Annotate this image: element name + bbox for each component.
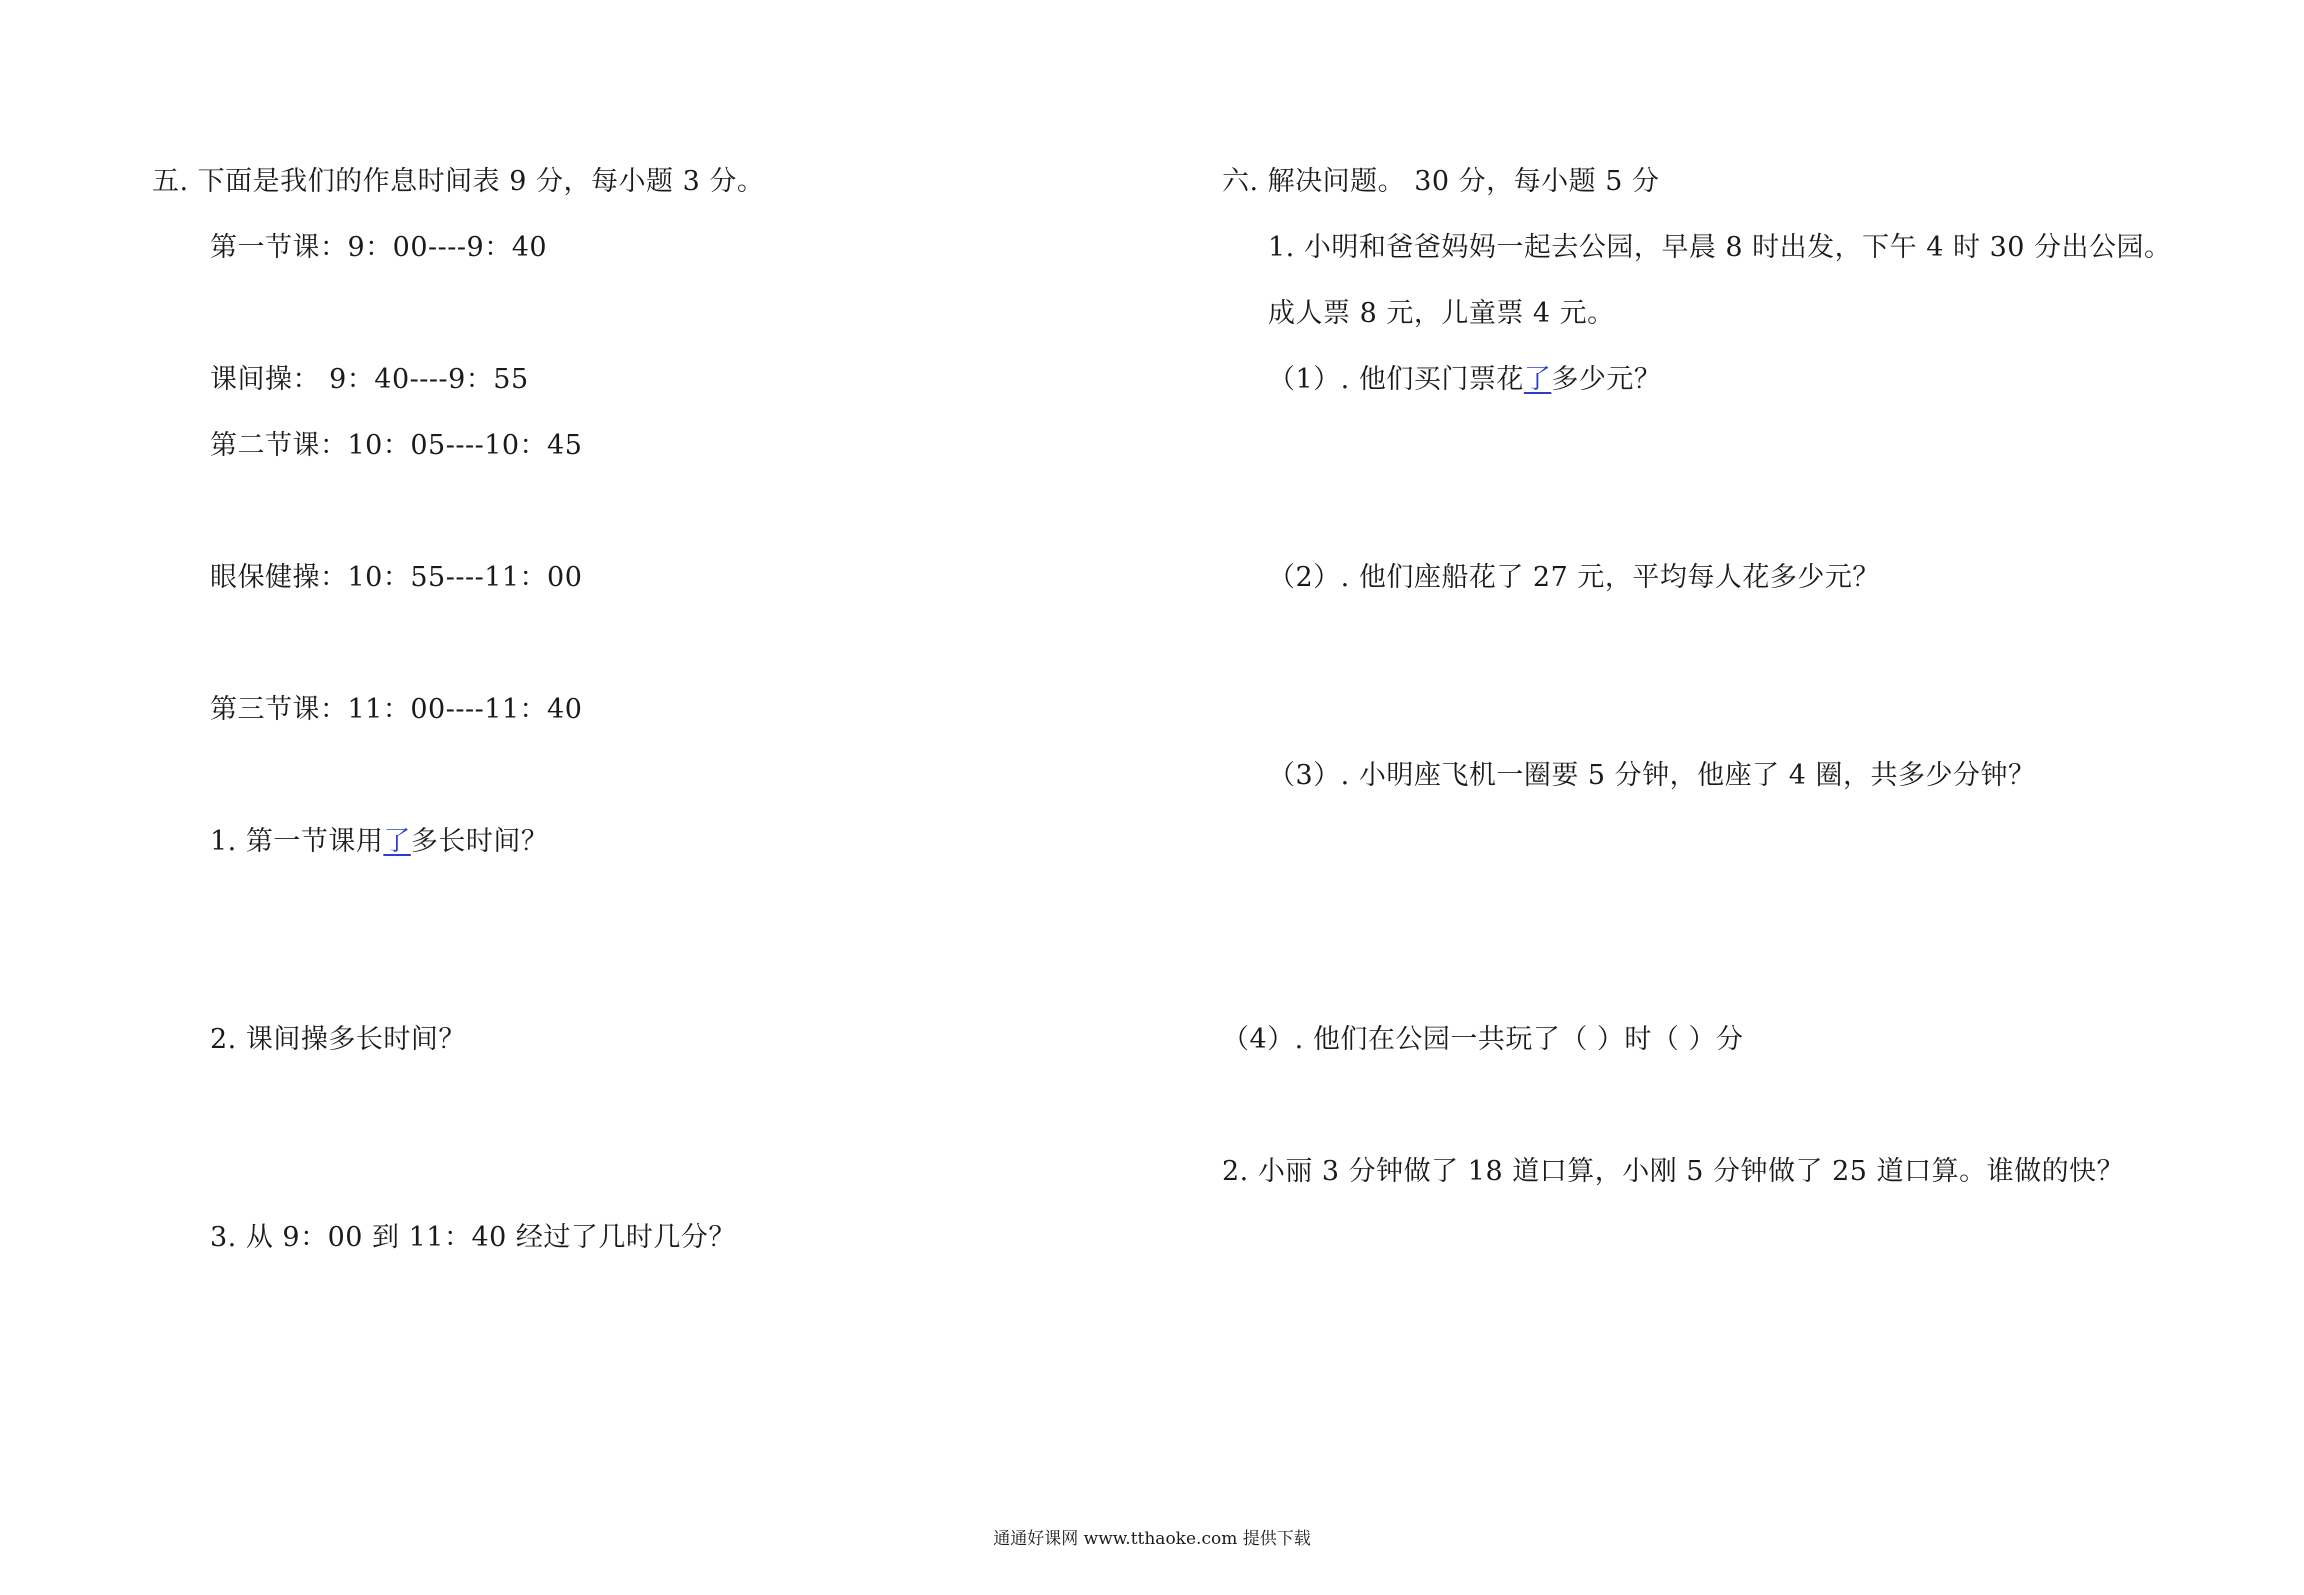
schedule-item-first-class: 第一节课：9：00----9：40 <box>210 232 548 263</box>
question-1-text-pre: 1. 第一节课用 <box>210 826 384 857</box>
schedule-item-eye-exercise: 眼保健操：10：55----11：00 <box>210 562 583 593</box>
footer-source-text: 通通好课网 www.tthaoke.com 提供下载 <box>993 1529 1311 1549</box>
question-2: 2. 课间操多长时间？ <box>210 1024 466 1055</box>
sub-question-2: （2）. 他们座船花了 27 元，平均每人花多少元？ <box>1268 562 1880 593</box>
problem-1-line-1: 1. 小明和爸爸妈妈一起去公园，早晨 8 时出发，下午 4 时 30 分出公园。 <box>1268 232 2172 263</box>
sub-question-4: （4）. 他们在公园一共玩了（ ）时（ ）分 <box>1222 1024 1744 1055</box>
schedule-item-exercise-break: 课间操： 9：40----9：55 <box>210 364 529 395</box>
question-1 <box>210 825 548 859</box>
sub-question-1-text-post: 多少元？ <box>1551 364 1662 395</box>
sub-question-1-link[interactable]: 了 <box>1523 364 1552 395</box>
sub-question-3: （3）. 小明座飞机一圈要 5 分钟，他座了 4 圈，共多少分钟？ <box>1268 760 2036 791</box>
schedule-item-third-class: 第三节课：11：00----11：40 <box>210 694 583 725</box>
problem-2: 2. 小丽 3 分钟做了 18 道口算，小刚 5 分钟做了 25 道口算。谁做的快？ <box>1222 1156 2125 1187</box>
question-1-link[interactable]: 了 <box>383 826 411 857</box>
section-six-title: 六. 解决问题。 30 分，每小题 5 分 <box>1222 166 1660 197</box>
question-1-text-post: 多长时间？ <box>410 826 549 857</box>
schedule-item-second-class: 第二节课：10：05----10：45 <box>210 430 583 461</box>
sub-question-1-text-pre: （1）. 他们买门票花 <box>1268 364 1524 395</box>
sub-question-1 <box>1268 363 1661 397</box>
question-3: 3. 从 9：00 到 11：40 经过了几时几分？ <box>210 1222 736 1253</box>
problem-1-line-2: 成人票 8 元，儿童票 4 元。 <box>1268 298 1615 329</box>
section-five-title: 五. 下面是我们的作息时间表 9 分，每小题 3 分。 <box>152 166 765 197</box>
